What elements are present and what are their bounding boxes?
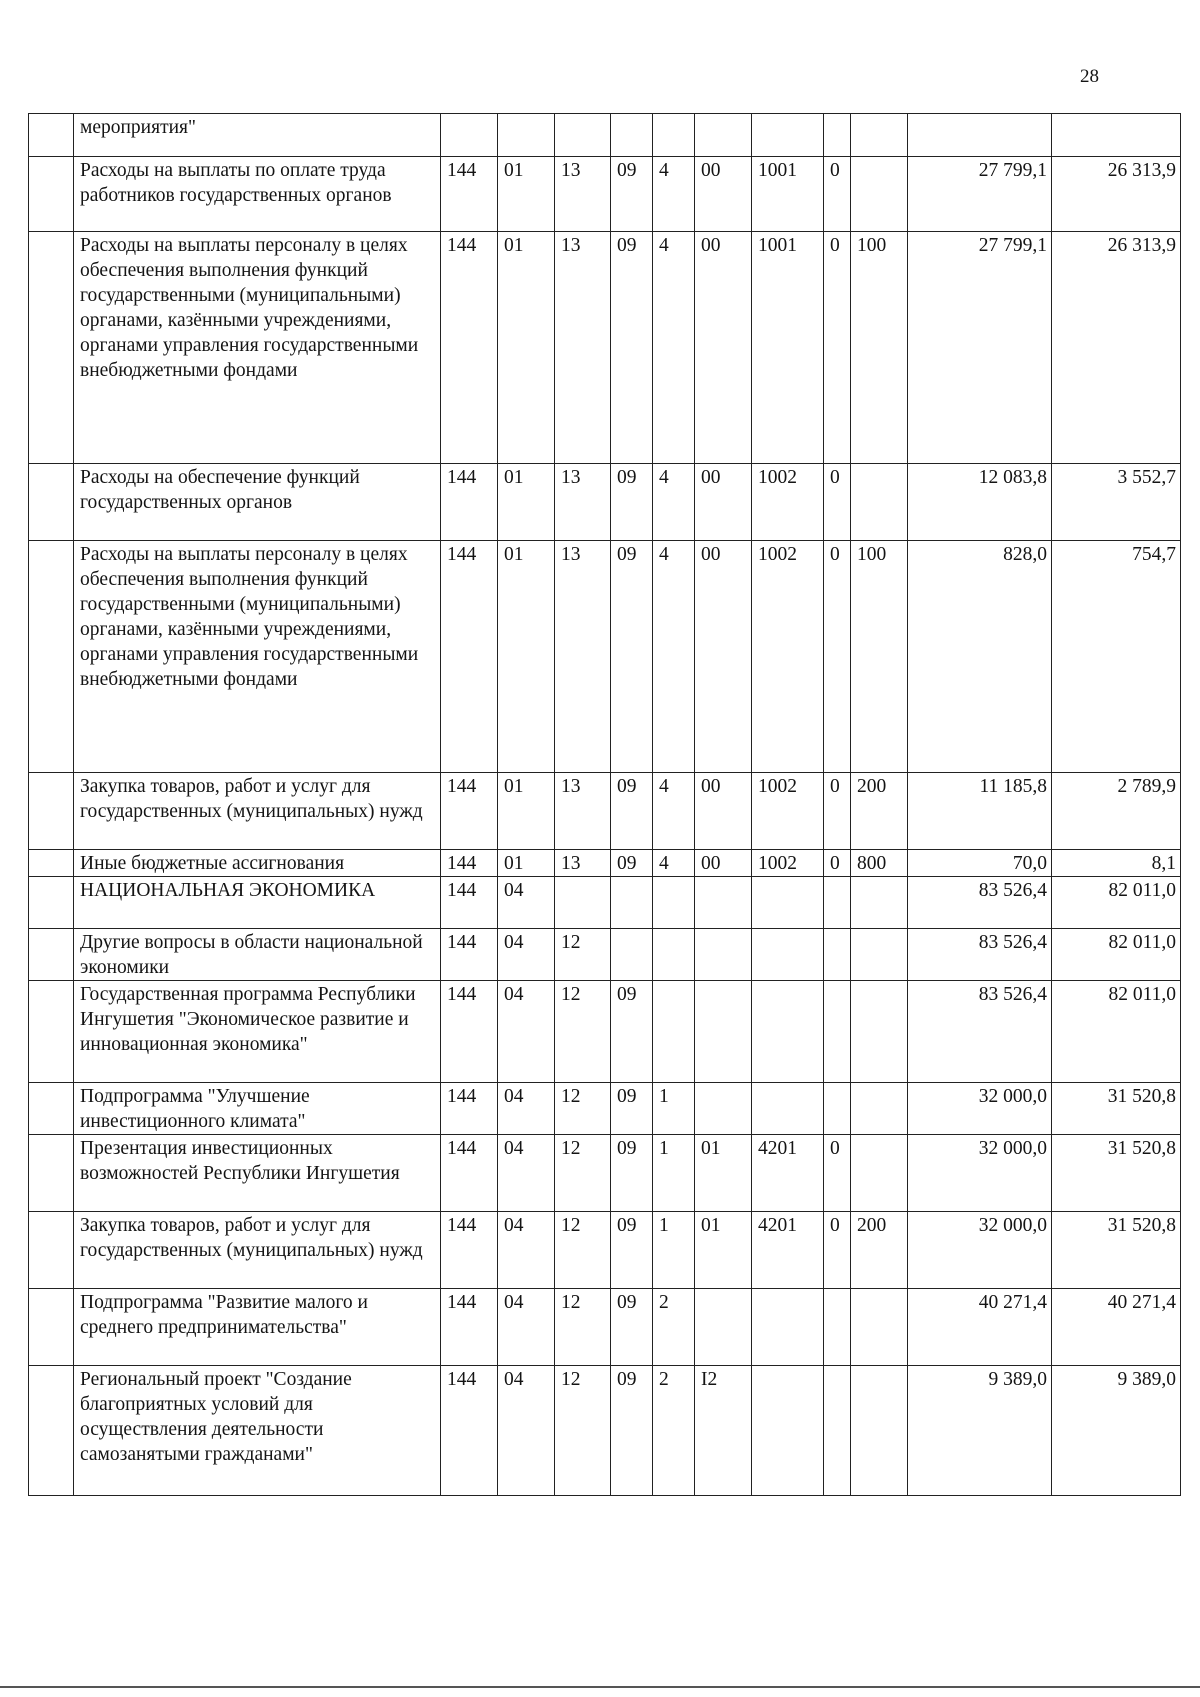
cell-subsection: 12 — [555, 981, 611, 1083]
cell-section: 01 — [498, 850, 555, 877]
cell-expense-type — [851, 157, 908, 232]
cell-actual-amount — [1052, 114, 1181, 157]
cell-main-event: 01 — [695, 1135, 752, 1212]
cell-direction-suffix: 0 — [824, 1135, 851, 1212]
cell-admin-code: 144 — [441, 929, 498, 981]
cell-direction-suffix — [824, 1366, 851, 1496]
cell-section: 04 — [498, 981, 555, 1083]
cell-program: 09 — [611, 1083, 653, 1135]
cell-main-event: 00 — [695, 157, 752, 232]
cell-admin-code: 144 — [441, 1135, 498, 1212]
cell-program: 09 — [611, 157, 653, 232]
page-number: 28 — [1080, 66, 1099, 87]
cell-section: 01 — [498, 232, 555, 464]
cell-program: 09 — [611, 850, 653, 877]
cell-subsection: 12 — [555, 1289, 611, 1366]
cell-planned-amount: 11 185,8 — [908, 773, 1052, 850]
cell-main-event: 00 — [695, 464, 752, 541]
cell-program: 09 — [611, 1135, 653, 1212]
cell-subprogram — [653, 981, 695, 1083]
cell-program: 09 — [611, 1212, 653, 1289]
cell-direction-suffix — [824, 114, 851, 157]
cell-subprogram: 1 — [653, 1135, 695, 1212]
cell-section: 01 — [498, 541, 555, 773]
cell-direction: 4201 — [752, 1212, 824, 1289]
cell-direction-suffix — [824, 877, 851, 929]
cell-admin-code: 144 — [441, 1366, 498, 1496]
cell-direction: 1001 — [752, 232, 824, 464]
cell-item-name: Закупка товаров, работ и услуг для государственных (муниципальных) нужд — [74, 773, 441, 850]
cell-direction: 1002 — [752, 773, 824, 850]
cell-direction: 4201 — [752, 1135, 824, 1212]
cell-admin-code: 144 — [441, 850, 498, 877]
cell-row-number — [29, 1289, 74, 1366]
cell-actual-amount: 754,7 — [1052, 541, 1181, 773]
cell-program: 09 — [611, 1366, 653, 1496]
cell-direction-suffix: 0 — [824, 464, 851, 541]
cell-row-number — [29, 541, 74, 773]
cell-admin-code — [441, 114, 498, 157]
table-row — [29, 1366, 1181, 1496]
cell-subprogram: 1 — [653, 1083, 695, 1135]
cell-program: 09 — [611, 1289, 653, 1366]
budget-table — [28, 113, 1181, 1496]
cell-actual-amount: 26 313,9 — [1052, 157, 1181, 232]
cell-direction: 1002 — [752, 464, 824, 541]
table-row — [29, 877, 1181, 929]
cell-program: 09 — [611, 464, 653, 541]
cell-item-name: Расходы на обеспечение функций государственных органов — [74, 464, 441, 541]
table-row — [29, 114, 1181, 157]
cell-planned-amount: 9 389,0 — [908, 1366, 1052, 1496]
cell-main-event — [695, 114, 752, 157]
cell-planned-amount — [908, 114, 1052, 157]
table-row — [29, 1212, 1181, 1289]
cell-actual-amount: 82 011,0 — [1052, 877, 1181, 929]
cell-direction-suffix: 0 — [824, 773, 851, 850]
cell-direction-suffix — [824, 981, 851, 1083]
cell-planned-amount: 828,0 — [908, 541, 1052, 773]
cell-subsection: 12 — [555, 1135, 611, 1212]
cell-subsection: 12 — [555, 929, 611, 981]
cell-planned-amount: 27 799,1 — [908, 232, 1052, 464]
cell-item-name: Расходы на выплаты персоналу в целях обеспечения выполнения функций государственными (муниципальными) органами, казёнными учреждениями, органами управления государственными внебюджетными фондами — [74, 541, 441, 773]
cell-main-event — [695, 1289, 752, 1366]
cell-actual-amount: 82 011,0 — [1052, 981, 1181, 1083]
cell-planned-amount: 27 799,1 — [908, 157, 1052, 232]
cell-planned-amount: 40 271,4 — [908, 1289, 1052, 1366]
cell-program: 09 — [611, 541, 653, 773]
cell-subprogram: 4 — [653, 464, 695, 541]
cell-item-name: Закупка товаров, работ и услуг для государственных (муниципальных) нужд — [74, 1212, 441, 1289]
cell-main-event: I2 — [695, 1366, 752, 1496]
cell-planned-amount: 32 000,0 — [908, 1083, 1052, 1135]
cell-expense-type — [851, 929, 908, 981]
cell-row-number — [29, 157, 74, 232]
cell-item-name: НАЦИОНАЛЬНАЯ ЭКОНОМИКА — [74, 877, 441, 929]
cell-subsection: 13 — [555, 232, 611, 464]
table-row — [29, 1289, 1181, 1366]
table-row — [29, 929, 1181, 981]
cell-actual-amount: 31 520,8 — [1052, 1212, 1181, 1289]
cell-item-name: Расходы на выплаты персоналу в целях обеспечения выполнения функций государственными (муниципальными) органами, казёнными учреждениями, органами управления государственными внебюджетными фондами — [74, 232, 441, 464]
cell-row-number — [29, 232, 74, 464]
cell-row-number — [29, 850, 74, 877]
cell-item-name: Подпрограмма "Развитие малого и среднего предпринимательства" — [74, 1289, 441, 1366]
cell-row-number — [29, 981, 74, 1083]
cell-section: 01 — [498, 464, 555, 541]
cell-expense-type — [851, 114, 908, 157]
cell-main-event — [695, 877, 752, 929]
cell-subprogram: 1 — [653, 1212, 695, 1289]
cell-direction — [752, 114, 824, 157]
cell-expense-type: 800 — [851, 850, 908, 877]
cell-subprogram: 4 — [653, 232, 695, 464]
cell-section: 04 — [498, 1289, 555, 1366]
cell-direction: 1001 — [752, 157, 824, 232]
cell-item-name: Расходы на выплаты по оплате труда работников государственных органов — [74, 157, 441, 232]
cell-admin-code: 144 — [441, 773, 498, 850]
cell-subsection — [555, 877, 611, 929]
cell-actual-amount: 31 520,8 — [1052, 1135, 1181, 1212]
cell-direction: 1002 — [752, 850, 824, 877]
cell-admin-code: 144 — [441, 232, 498, 464]
cell-actual-amount: 26 313,9 — [1052, 232, 1181, 464]
cell-actual-amount: 82 011,0 — [1052, 929, 1181, 981]
cell-program: 09 — [611, 981, 653, 1083]
cell-planned-amount: 83 526,4 — [908, 877, 1052, 929]
cell-program: 09 — [611, 232, 653, 464]
cell-expense-type — [851, 1366, 908, 1496]
cell-subprogram: 2 — [653, 1366, 695, 1496]
cell-section: 04 — [498, 1083, 555, 1135]
cell-subsection: 13 — [555, 157, 611, 232]
table-row — [29, 981, 1181, 1083]
cell-direction — [752, 1289, 824, 1366]
cell-main-event: 00 — [695, 773, 752, 850]
cell-direction-suffix — [824, 929, 851, 981]
cell-planned-amount: 70,0 — [908, 850, 1052, 877]
cell-item-name: Презентация инвестиционных возможностей Республики Ингушетия — [74, 1135, 441, 1212]
cell-row-number — [29, 877, 74, 929]
cell-program — [611, 877, 653, 929]
cell-actual-amount: 31 520,8 — [1052, 1083, 1181, 1135]
cell-main-event: 00 — [695, 232, 752, 464]
cell-expense-type — [851, 1135, 908, 1212]
cell-direction — [752, 981, 824, 1083]
cell-subprogram — [653, 929, 695, 981]
table-row — [29, 1135, 1181, 1212]
cell-admin-code: 144 — [441, 877, 498, 929]
cell-admin-code: 144 — [441, 541, 498, 773]
cell-row-number — [29, 464, 74, 541]
cell-row-number — [29, 773, 74, 850]
table-row — [29, 850, 1181, 877]
cell-direction-suffix: 0 — [824, 1212, 851, 1289]
cell-row-number — [29, 1212, 74, 1289]
cell-subprogram: 2 — [653, 1289, 695, 1366]
cell-admin-code: 144 — [441, 157, 498, 232]
table-row — [29, 773, 1181, 850]
cell-section: 04 — [498, 877, 555, 929]
cell-main-event: 01 — [695, 1212, 752, 1289]
cell-actual-amount: 3 552,7 — [1052, 464, 1181, 541]
cell-subprogram — [653, 877, 695, 929]
cell-direction-suffix — [824, 1289, 851, 1366]
cell-main-event: 00 — [695, 541, 752, 773]
cell-subprogram: 4 — [653, 850, 695, 877]
cell-item-name: мероприятия" — [74, 114, 441, 157]
cell-expense-type — [851, 1289, 908, 1366]
cell-row-number — [29, 929, 74, 981]
table-body — [29, 114, 1181, 1496]
cell-section — [498, 114, 555, 157]
cell-direction-suffix: 0 — [824, 232, 851, 464]
cell-row-number — [29, 114, 74, 157]
cell-planned-amount: 32 000,0 — [908, 1135, 1052, 1212]
cell-section: 04 — [498, 1366, 555, 1496]
cell-direction-suffix: 0 — [824, 541, 851, 773]
cell-main-event — [695, 1083, 752, 1135]
cell-subsection — [555, 114, 611, 157]
cell-actual-amount: 2 789,9 — [1052, 773, 1181, 850]
cell-subprogram: 4 — [653, 773, 695, 850]
cell-planned-amount: 12 083,8 — [908, 464, 1052, 541]
cell-section: 04 — [498, 1135, 555, 1212]
page-bottom-rule — [0, 1686, 1200, 1688]
table-row — [29, 464, 1181, 541]
cell-subsection: 13 — [555, 464, 611, 541]
cell-direction: 1002 — [752, 541, 824, 773]
cell-admin-code: 144 — [441, 1289, 498, 1366]
cell-direction — [752, 929, 824, 981]
cell-expense-type — [851, 1083, 908, 1135]
cell-subprogram: 4 — [653, 541, 695, 773]
cell-main-event — [695, 929, 752, 981]
cell-expense-type — [851, 464, 908, 541]
cell-item-name: Государственная программа Республики Ингушетия "Экономическое развитие и инновационная экономика" — [74, 981, 441, 1083]
cell-subsection: 12 — [555, 1366, 611, 1496]
cell-direction-suffix: 0 — [824, 850, 851, 877]
cell-row-number — [29, 1366, 74, 1496]
cell-subprogram: 4 — [653, 157, 695, 232]
cell-subsection: 13 — [555, 850, 611, 877]
cell-main-event — [695, 981, 752, 1083]
cell-program — [611, 929, 653, 981]
cell-admin-code: 144 — [441, 981, 498, 1083]
table-row — [29, 232, 1181, 464]
cell-actual-amount: 40 271,4 — [1052, 1289, 1181, 1366]
cell-direction-suffix: 0 — [824, 157, 851, 232]
cell-section: 04 — [498, 1212, 555, 1289]
cell-subsection: 12 — [555, 1083, 611, 1135]
cell-item-name: Другие вопросы в области национальной экономики — [74, 929, 441, 981]
cell-item-name: Подпрограмма "Улучшение инвестиционного климата" — [74, 1083, 441, 1135]
cell-section: 01 — [498, 773, 555, 850]
cell-planned-amount: 83 526,4 — [908, 981, 1052, 1083]
cell-admin-code: 144 — [441, 464, 498, 541]
cell-expense-type: 100 — [851, 541, 908, 773]
cell-planned-amount: 83 526,4 — [908, 929, 1052, 981]
cell-main-event: 00 — [695, 850, 752, 877]
cell-admin-code: 144 — [441, 1212, 498, 1289]
table-row — [29, 541, 1181, 773]
cell-item-name: Региональный проект "Создание благоприятных условий для осуществления деятельности самозанятыми гражданами" — [74, 1366, 441, 1496]
cell-item-name: Иные бюджетные ассигнования — [74, 850, 441, 877]
cell-section: 01 — [498, 157, 555, 232]
cell-subsection: 13 — [555, 541, 611, 773]
table-row — [29, 157, 1181, 232]
cell-direction — [752, 877, 824, 929]
cell-subprogram — [653, 114, 695, 157]
cell-admin-code: 144 — [441, 1083, 498, 1135]
cell-direction-suffix — [824, 1083, 851, 1135]
cell-row-number — [29, 1135, 74, 1212]
cell-expense-type: 200 — [851, 1212, 908, 1289]
cell-expense-type: 100 — [851, 232, 908, 464]
table-row — [29, 1083, 1181, 1135]
cell-section: 04 — [498, 929, 555, 981]
cell-actual-amount: 8,1 — [1052, 850, 1181, 877]
cell-row-number — [29, 1083, 74, 1135]
cell-direction — [752, 1083, 824, 1135]
cell-program: 09 — [611, 773, 653, 850]
cell-subsection: 13 — [555, 773, 611, 850]
cell-expense-type — [851, 981, 908, 1083]
cell-subsection: 12 — [555, 1212, 611, 1289]
cell-expense-type — [851, 877, 908, 929]
cell-actual-amount: 9 389,0 — [1052, 1366, 1181, 1496]
cell-direction — [752, 1366, 824, 1496]
cell-expense-type: 200 — [851, 773, 908, 850]
cell-program — [611, 114, 653, 157]
cell-planned-amount: 32 000,0 — [908, 1212, 1052, 1289]
